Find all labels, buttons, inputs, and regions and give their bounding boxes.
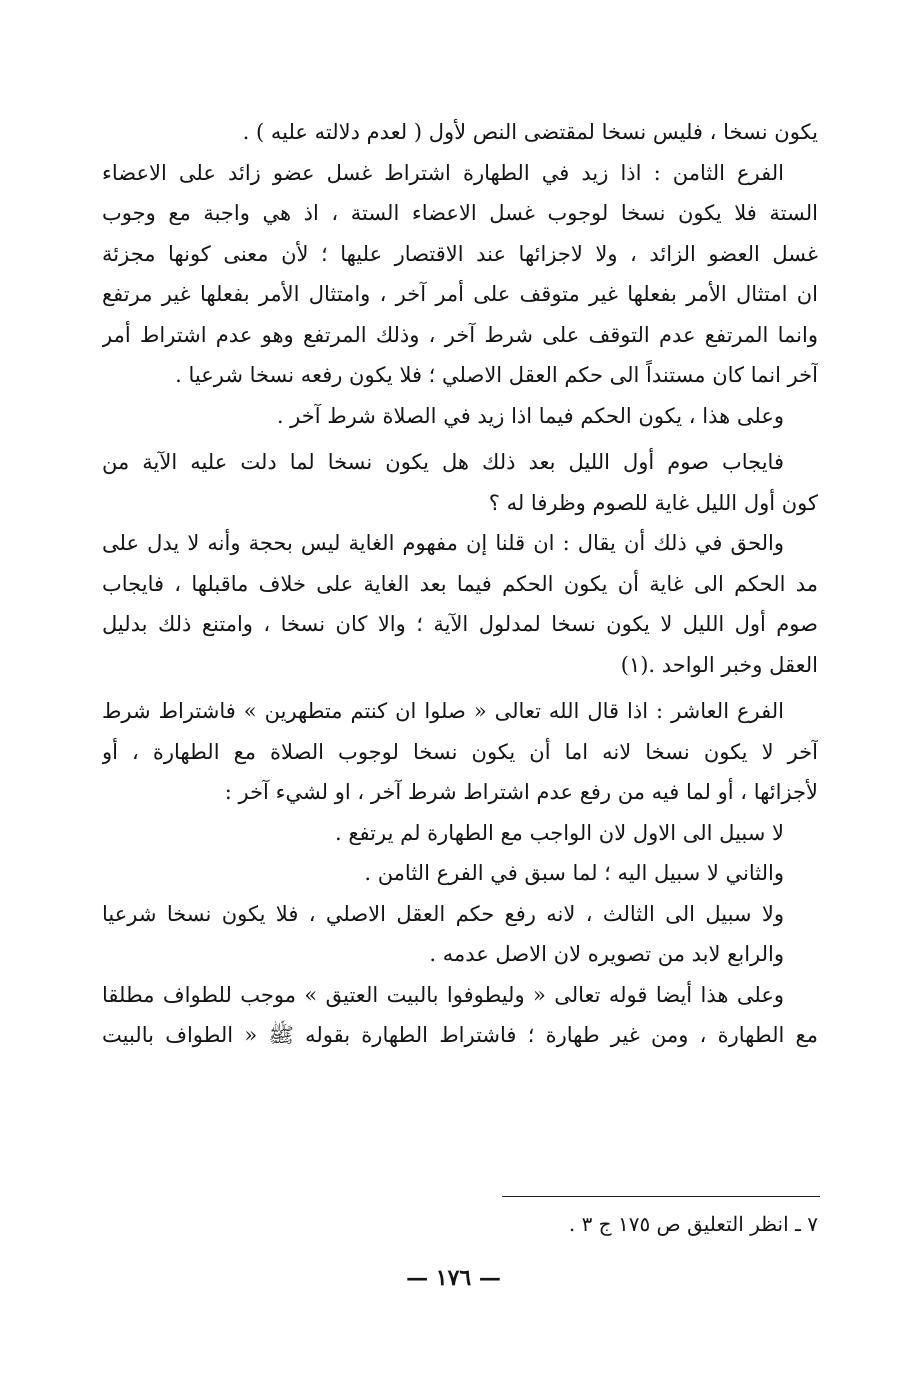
body-text (102, 112, 818, 1056)
text-line: والثاني لا سبيل اليه ؛ لما سبق في الفرع الثامن . (364, 861, 784, 885)
text-line: وعلى هذا أيضا قوله تعالى « وليطوفوا بالبيت العتيق » موجب للطواف مطلقا (102, 982, 784, 1007)
text-line: والحق في ذلك أن يقال : ان قلنا إن مفهوم الغاية ليس بحجة وأنه لا يدل على (102, 531, 784, 555)
text-line: فايجاب صوم أول الليل بعد ذلك هل يكون نسخا لما دلت عليه الآية من (102, 450, 784, 474)
text-line: يكون نسخا ، فليس نسخا لمقتضى النص لأول ( لعدم دلالته عليه ) . (242, 120, 818, 144)
text-line: مع الطهارة ، ومن غير طهارة ؛ فاشتراط الطهارة بقوله ﷺ « الطواف بالبيت (102, 1023, 818, 1047)
footnote: ٧ ـ انظر التعليق ص ١٧٥ ج ٣ . (568, 1212, 818, 1236)
text-line: غسل العضو الزائد ، ولا لاجزائها عند الاقتصار عليها ؛ لأن معنى كونها مجزئة (102, 241, 818, 266)
text-line: الفرع العاشر : اذا قال الله تعالى « صلوا ان كنتم متطهرين » فاشتراط شرط (102, 699, 784, 723)
text-line: وانما المرتفع عدم التوقف على شرط آخر ، وذلك المرتفع وهو عدم اشتراط أمر (102, 322, 818, 347)
text-line: ان امتثال الأمر بفعلها غير متوقف على أمر آخر ، وامتثال الأمر بفعلها غير مرتفع (102, 282, 818, 306)
text-line: العقل وخبر الواحد .(١) (620, 652, 818, 677)
text-line: مد الحكم الى غاية أن يكون الحكم فيما بعد الغاية على خلاف ماقبلها ، فايجاب (102, 571, 818, 596)
text-line: الستة فلا يكون نسخا لوجوب غسل الاعضاء الستة ، اذ هي واجبة مع وجوب (102, 201, 818, 225)
text-line: صوم أول الليل لا يكون نسخا لمدلول الآية ؛ والا كان نسخا ، وامتنع ذلك بدليل (102, 612, 818, 636)
text-line: والرابع لابد من تصويره لان الاصل عدمه . (429, 942, 784, 966)
text-line: الفرع الثامن : اذا زيد في الطهارة اشتراط غسل عضو زائد على الاعضاء (102, 160, 784, 185)
text-line: لأجزائها ، أو لما فيه من رفع عدم اشتراط شرط آخر ، او لشيء آخر : (224, 780, 818, 804)
text-line: آخر انما كان مستنداً الى حكم العقل الاصلي ؛ فلا يكون رفعه نسخا شرعيا . (175, 363, 818, 387)
text-line: لا سبيل الى الاول لان الواجب مع الطهارة لم يرتفع . (335, 820, 784, 845)
text-line: ولا سبيل الى الثالث ، لانه رفع حكم العقل الاصلي ، فلا يكون نسخا شرعيا (102, 901, 784, 926)
text-line: كون أول الليل غاية للصوم وظرفا له ؟ (488, 490, 818, 515)
text-line: وعلى هذا ، يكون الحكم فيما اذا زيد في الصلاة شرط آخر . (276, 403, 784, 428)
page-number: — ١٧٦ — (406, 1265, 501, 1291)
text-line: آخر لا يكون نسخا لانه اما أن يكون نسخا لوجوب الصلاة مع الطهارة ، أو (102, 739, 818, 764)
footnote-divider (502, 1196, 820, 1197)
